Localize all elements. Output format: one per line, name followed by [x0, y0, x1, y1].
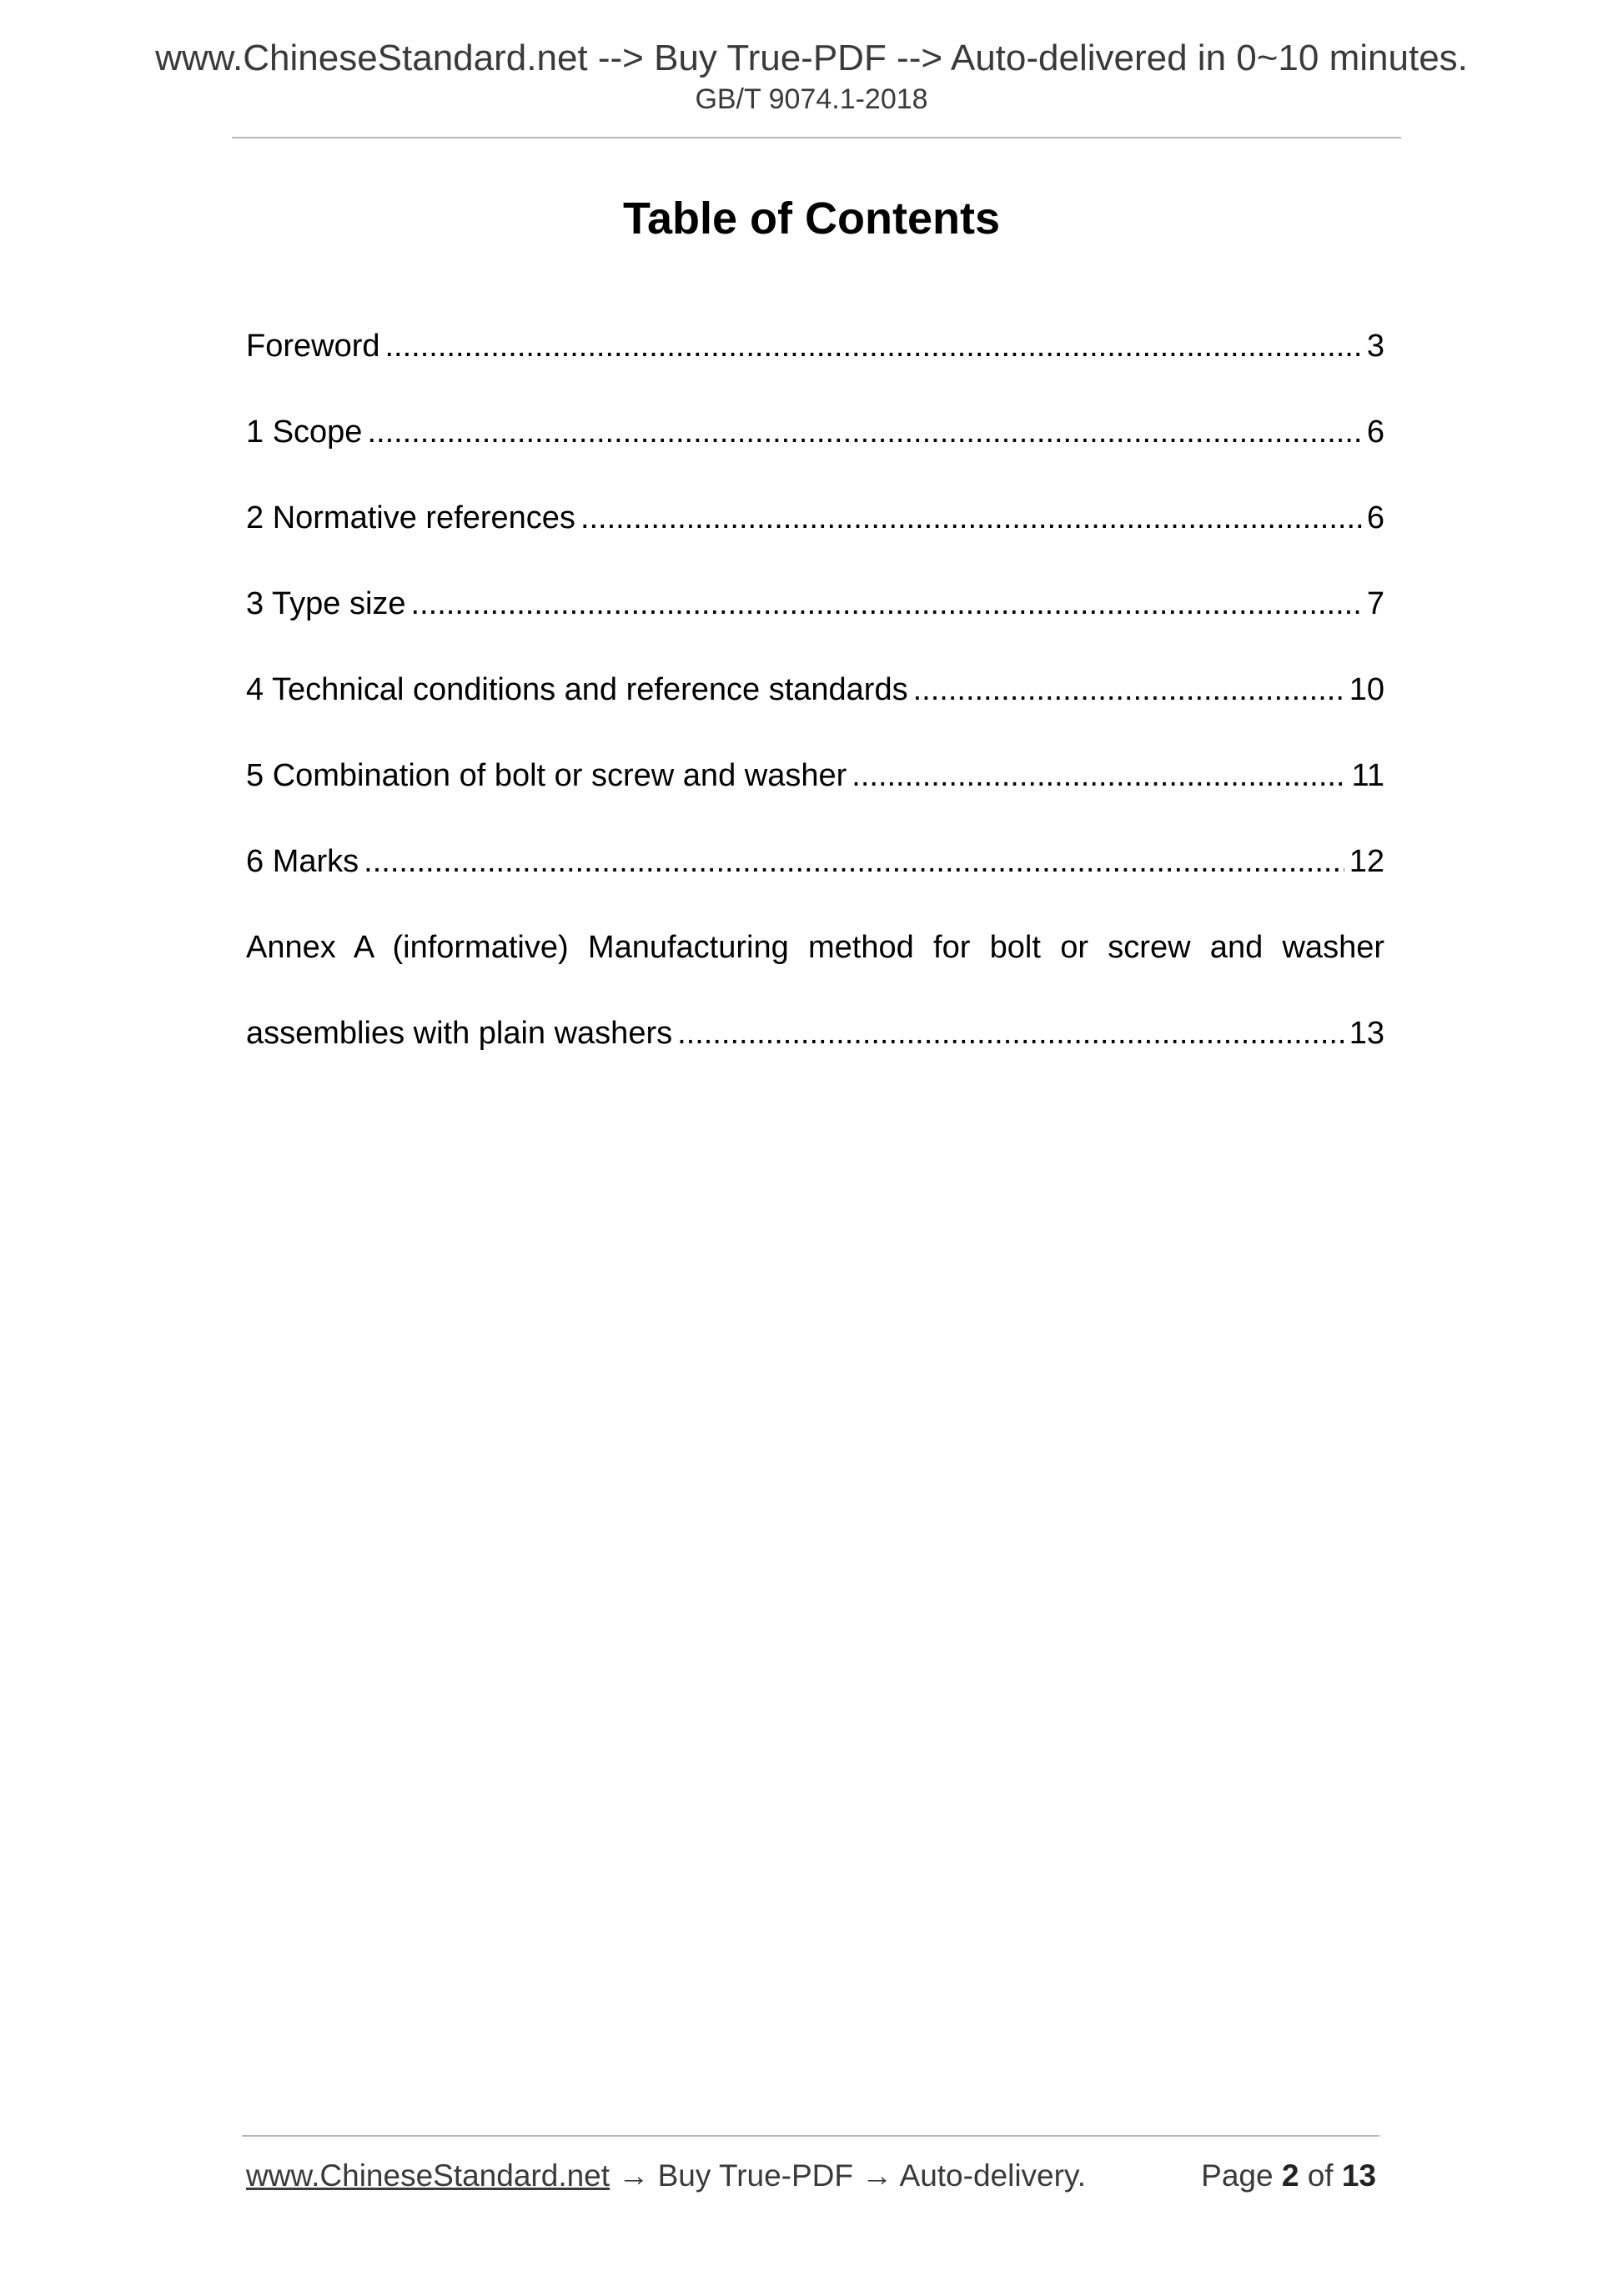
dot-leader — [364, 837, 1344, 887]
toc-entry-marks[interactable] — [246, 837, 1384, 922]
toc-entry-page: 7 — [1366, 586, 1384, 621]
page-title: Table of Contents — [623, 193, 1000, 244]
toc-entry-page: 3 — [1366, 329, 1384, 364]
top-banner: www.ChineseStandard.net --> Buy True-PDF --> Auto-delivered in 0~10 minutes. — [155, 38, 1468, 78]
toc-entry-annex-a-line1[interactable] — [246, 922, 1384, 1008]
toc-entry-label: assemblies with plain washers — [246, 1016, 673, 1051]
table-of-contents — [246, 321, 1384, 1094]
toc-entry-label: 3 Type size — [246, 586, 406, 621]
toc-entry-technical-conditions[interactable] — [246, 665, 1384, 751]
dot-leader — [852, 751, 1346, 801]
toc-entry-label: 6 Marks — [246, 844, 359, 879]
footer-site-link[interactable]: www.ChineseStandard.net — [246, 2158, 611, 2193]
total-pages-number: 13 — [1341, 2158, 1376, 2193]
toc-entry-page: 12 — [1349, 844, 1384, 879]
toc-entry-page: 6 — [1366, 414, 1384, 450]
toc-entry-page: 13 — [1349, 1016, 1384, 1051]
dot-leader — [385, 321, 1362, 371]
dot-leader — [580, 493, 1362, 543]
dot-leader — [913, 665, 1344, 715]
toc-entry-page: 11 — [1351, 758, 1384, 793]
toc-entry-normative-references[interactable] — [246, 493, 1384, 579]
toc-entry-label: Foreword — [246, 329, 380, 364]
toc-entry-label: 4 Technical conditions and reference standards — [246, 672, 908, 707]
dot-leader — [411, 579, 1362, 629]
current-page-number: 2 — [1281, 2158, 1299, 2193]
header-divider — [232, 137, 1401, 138]
footer-divider — [242, 2135, 1379, 2137]
standard-code: GB/T 9074.1-2018 — [695, 83, 928, 115]
toc-entry-label: Annex A (informative) Manufacturing method for bolt or screw and washer — [246, 930, 1384, 965]
toc-entry-type-size[interactable] — [246, 579, 1384, 665]
toc-entry-label: 1 Scope — [246, 414, 363, 450]
page-word: Page — [1201, 2158, 1274, 2193]
toc-entry-annex-a-line2[interactable] — [246, 1008, 1384, 1094]
footer-tagline: → Buy True-PDF → Auto-delivery. — [610, 2158, 1086, 2193]
toc-entry-combination[interactable] — [246, 751, 1384, 837]
toc-entry-foreword[interactable] — [246, 321, 1384, 407]
dot-leader — [677, 1008, 1344, 1058]
footer-tagline-group — [246, 2158, 1086, 2193]
toc-entry-label: 5 Combination of bolt or screw and washer — [246, 758, 847, 793]
toc-entry-page: 6 — [1366, 500, 1384, 535]
toc-entry-page: 10 — [1349, 672, 1384, 707]
of-word: of — [1307, 2158, 1334, 2193]
toc-entry-label: 2 Normative references — [246, 500, 575, 535]
dot-leader — [367, 407, 1361, 457]
page-footer — [246, 2158, 1376, 2193]
toc-entry-scope[interactable] — [246, 407, 1384, 493]
page-indicator — [1201, 2158, 1376, 2193]
